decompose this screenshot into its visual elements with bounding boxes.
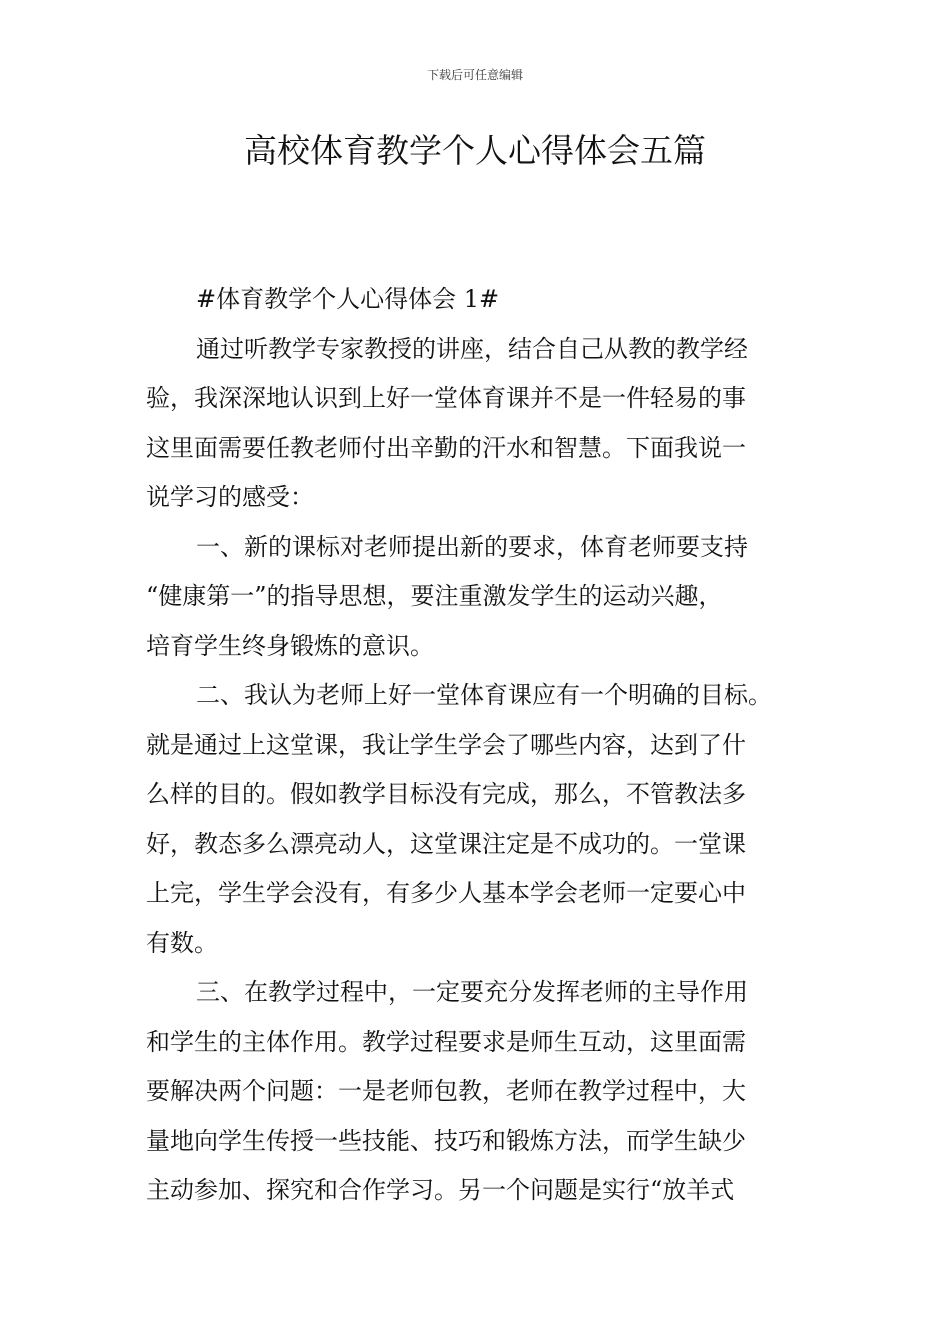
text-line: 验，我深深地认识到上好一堂体育课并不是一件轻易的事: [146, 384, 746, 412]
document-body: [146, 275, 808, 1216]
text-line: “健康第一”的指导思想，要注重激发学生的运动兴趣，: [146, 582, 723, 610]
text-line: 要解决两个问题：一是老师包教，老师在教学过程中，大: [146, 1077, 746, 1105]
text-line: 么样的目的。假如教学目标没有完成，那么，不管教法多: [146, 780, 746, 808]
text-line: 有数。: [146, 928, 218, 957]
header-note: 下载后可任意编辑: [426, 68, 523, 82]
text-line: 培育学生终身锻炼的意识。: [146, 631, 434, 660]
text-line: 一、新的课标对老师提出新的要求，体育老师要支持: [196, 532, 748, 561]
text-line: 三、在教学过程中，一定要充分发挥老师的主导作用: [196, 978, 748, 1006]
text-line: 这里面需要任教老师付出辛勤的汗水和智慧。下面我说一: [146, 433, 746, 462]
text-line: 主动参加、探究和合作学习。另一个问题是实行“放羊式: [146, 1176, 735, 1204]
text-line: #体育教学个人心得体会 1#: [196, 285, 500, 313]
text-line: 通过听教学专家教授的讲座，结合自己从教的教学经: [196, 334, 748, 363]
text-line: 说学习的感受：: [146, 483, 314, 511]
text-line: 上完，学生学会没有，有多少人基本学会老师一定要心中: [146, 879, 746, 907]
text-line: 和学生的主体作用。教学过程要求是师生互动，这里面需: [146, 1027, 746, 1056]
document-title: 高校体育教学个人心得体会五篇: [244, 131, 706, 170]
text-line: 就是通过上这堂课，我让学生学会了哪些内容，达到了什: [146, 730, 746, 759]
text-line: 量地向学生传授一些技能、技巧和锻炼方法，而学生缺少: [146, 1126, 746, 1155]
text-line: 二、我认为老师上好一堂体育课应有一个明确的目标。: [196, 681, 772, 709]
text-line: 好，教态多么漂亮动人，这堂课注定是不成功的。一堂课: [146, 829, 746, 858]
